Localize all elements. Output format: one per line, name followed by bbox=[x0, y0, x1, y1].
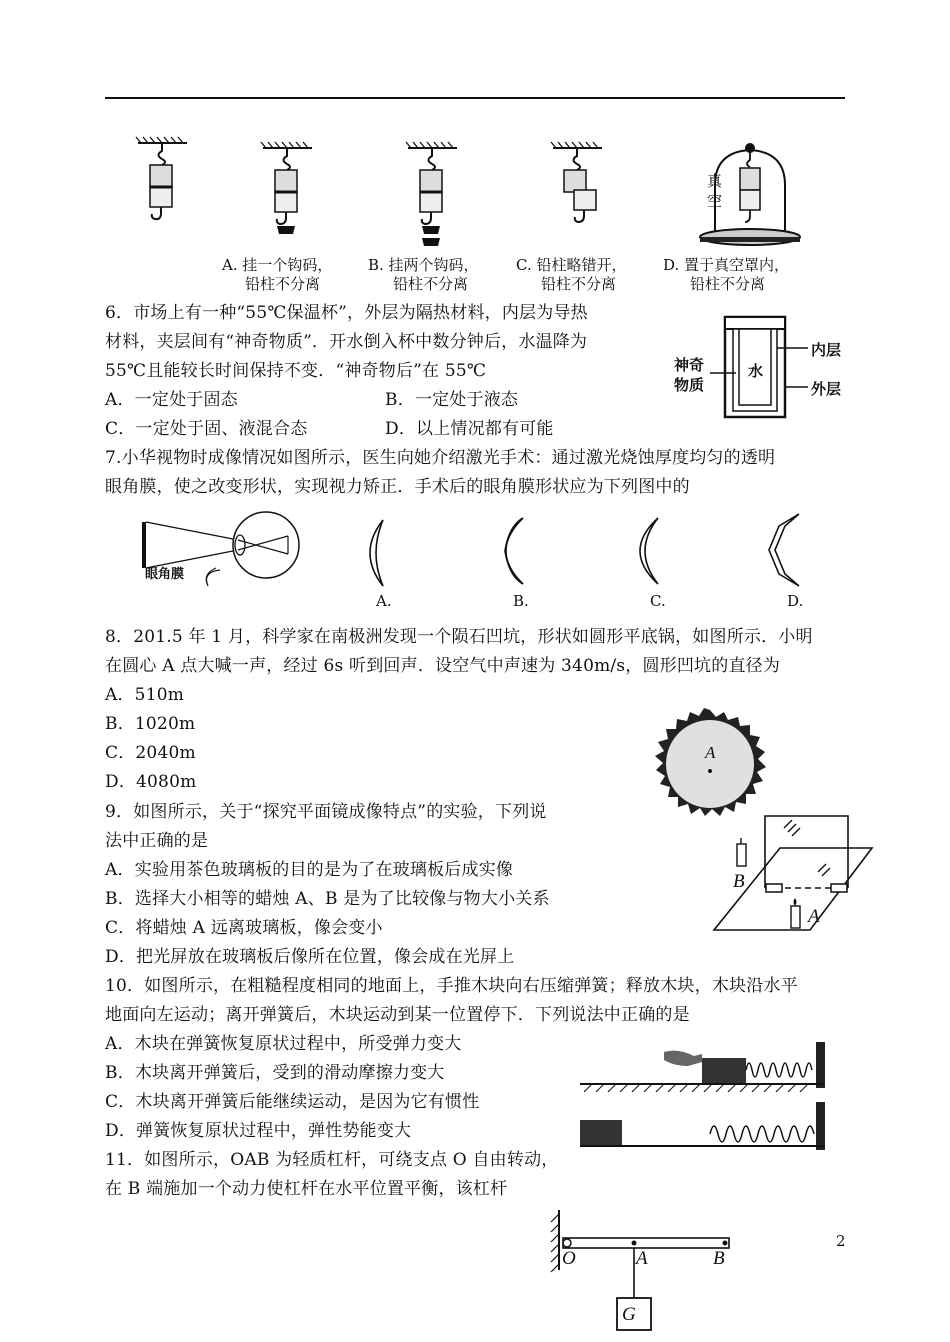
candle-b-label: B bbox=[733, 871, 745, 892]
crater-figure bbox=[650, 708, 770, 818]
q10-option-d: D．弹簧恢复原状过程中，弹性势能变大 bbox=[105, 1121, 412, 1141]
q8-option-d: D．4080m bbox=[105, 772, 197, 792]
q10-option-b: B．木块离开弹簧后，受到的滑动摩擦力变大 bbox=[105, 1063, 445, 1083]
cornea-option-a-shape bbox=[355, 518, 395, 588]
q6-option-b: B．一定处于液态 bbox=[385, 390, 519, 410]
q9-option-b: B．选择大小相等的蜡烛 A、B 是为了比较像与物大小关系 bbox=[105, 889, 550, 909]
water-label: 水 bbox=[748, 362, 764, 380]
caption-a-line2: 铅柱不分离 bbox=[245, 275, 321, 293]
lead-cylinder-d-figure bbox=[550, 140, 610, 250]
q7-stem-line2: 眼角膜，使之改变形状，实现视力矫正．手术后的眼角膜形状应为下列图中的 bbox=[105, 477, 690, 497]
q7-stem-line1: 7.小华视物时成像情况如图所示，医生向她介绍激光手术：通过激光烧蚀厚度均匀的透明 bbox=[105, 448, 776, 468]
lever-point-a: A bbox=[636, 1248, 648, 1269]
q8-option-b: B．1020m bbox=[105, 714, 196, 734]
lever-figure bbox=[545, 1208, 745, 1342]
q10-option-c: C．木块离开弹簧后能继续运动，是因为它有惯性 bbox=[105, 1092, 480, 1112]
caption-d-line1: D. 置于真空罩内， bbox=[663, 256, 790, 274]
vacuum-label-1: 真 bbox=[707, 172, 723, 190]
cornea-option-c-shape bbox=[626, 516, 666, 586]
lead-cylinder-a-figure bbox=[135, 135, 195, 235]
caption-b-line2: 铅柱不分离 bbox=[393, 275, 469, 293]
q9-option-d: D．把光屏放在玻璃板后像所在位置，像会成在光屏上 bbox=[105, 947, 515, 967]
q9-stem-line2: 法中正确的是 bbox=[105, 831, 209, 851]
q10-stem-line2: 地面向左运动；离开弹簧后，木块运动到某一位置停下．下列说法中正确的是 bbox=[105, 1005, 690, 1025]
q9-option-c: C．将蜡烛 A 远离玻璃板，像会变小 bbox=[105, 918, 383, 938]
cornea-label-b: B. bbox=[513, 592, 529, 610]
q6-stem-line2: 材料，夹层间有“神奇物质”．开水倒入杯中数分钟后，水温降为 bbox=[105, 332, 588, 352]
cornea-label: 眼角膜 bbox=[145, 567, 185, 582]
q11-stem-line2: 在 B 端施加一个动力使杠杆在水平位置平衡，该杠杆 bbox=[105, 1179, 508, 1199]
q11-stem-line1: 11．如图所示，OAB 为轻质杠杆，可绕支点 O 自由转动， bbox=[105, 1150, 559, 1170]
candle-a-label: A bbox=[808, 906, 820, 927]
q6-stem-line3: 55℃且能较长时间保持不变．“神奇物后”在 55℃ bbox=[105, 361, 487, 381]
cornea-label-c: C. bbox=[650, 592, 666, 610]
q9-option-a: A．实验用茶色玻璃板的目的是为了在玻璃板后成实像 bbox=[105, 860, 514, 880]
cornea-label-d: D. bbox=[787, 592, 804, 610]
weight-g-label: G bbox=[622, 1304, 636, 1325]
caption-c-line2: 铅柱不分离 bbox=[541, 275, 617, 293]
q8-option-a: A．510m bbox=[105, 685, 185, 705]
q6-stem-line1: 6．市场上有一种“55℃保温杯”，外层为隔热材料，内层为导热 bbox=[105, 303, 588, 323]
cornea-label-a: A. bbox=[376, 592, 392, 610]
magic-substance-label-1: 神奇 bbox=[674, 356, 705, 374]
cornea-option-d-shape bbox=[765, 512, 805, 588]
caption-d-line2: 铅柱不分离 bbox=[690, 275, 766, 293]
lead-cylinder-c-figure bbox=[405, 140, 465, 255]
vacuum-label-2: 空 bbox=[707, 192, 723, 210]
crater-center-label: A bbox=[705, 743, 716, 762]
spring-block-figure bbox=[578, 1040, 828, 1155]
q8-stem-line2: 在圆心 A 点大喊一声，经过 6s 听到回声．设空气中声速为 340m/s，圆形凹坑的直径为 bbox=[105, 656, 781, 676]
q6-option-c: C．一定处于固、液混合态 bbox=[105, 419, 308, 439]
lever-point-b: B bbox=[713, 1248, 725, 1269]
eye-diagram-figure bbox=[138, 510, 318, 600]
q6-option-a: A．一定处于固态 bbox=[105, 390, 238, 410]
q10-option-a: A．木块在弹簧恢复原状过程中，所受弹力变大 bbox=[105, 1034, 462, 1054]
lever-point-o: O bbox=[562, 1248, 576, 1269]
header-rule bbox=[105, 97, 845, 99]
q10-stem-line1: 10．如图所示，在粗糙程度相同的地面上，手推木块向右压缩弹簧；释放木块，木块沿水平 bbox=[105, 976, 798, 996]
caption-c-line1: C. 铅柱略错开， bbox=[516, 256, 627, 274]
magic-substance-label-2: 物质 bbox=[674, 376, 705, 394]
caption-a-line1: A. 挂一个钩码， bbox=[222, 256, 333, 274]
inner-layer-label: 内层 bbox=[811, 341, 842, 359]
cornea-option-b-shape bbox=[493, 516, 533, 586]
q8-stem-line1: 8．201.5 年 1 月，科学家在南极洲发现一个陨石凹坑，形状如圆形平底锅，如图所示．小明 bbox=[105, 627, 813, 647]
page-number: 2 bbox=[836, 1232, 846, 1250]
q9-stem-line1: 9．如图所示，关于“探究平面镜成像特点”的实验，下列说 bbox=[105, 802, 547, 822]
q8-option-c: C．2040m bbox=[105, 743, 196, 763]
q6-option-d: D．以上情况都有可能 bbox=[385, 419, 554, 439]
lead-cylinder-b-figure bbox=[260, 140, 320, 250]
caption-b-line1: B. 挂两个钩码， bbox=[368, 256, 479, 274]
outer-layer-label: 外层 bbox=[811, 380, 842, 398]
